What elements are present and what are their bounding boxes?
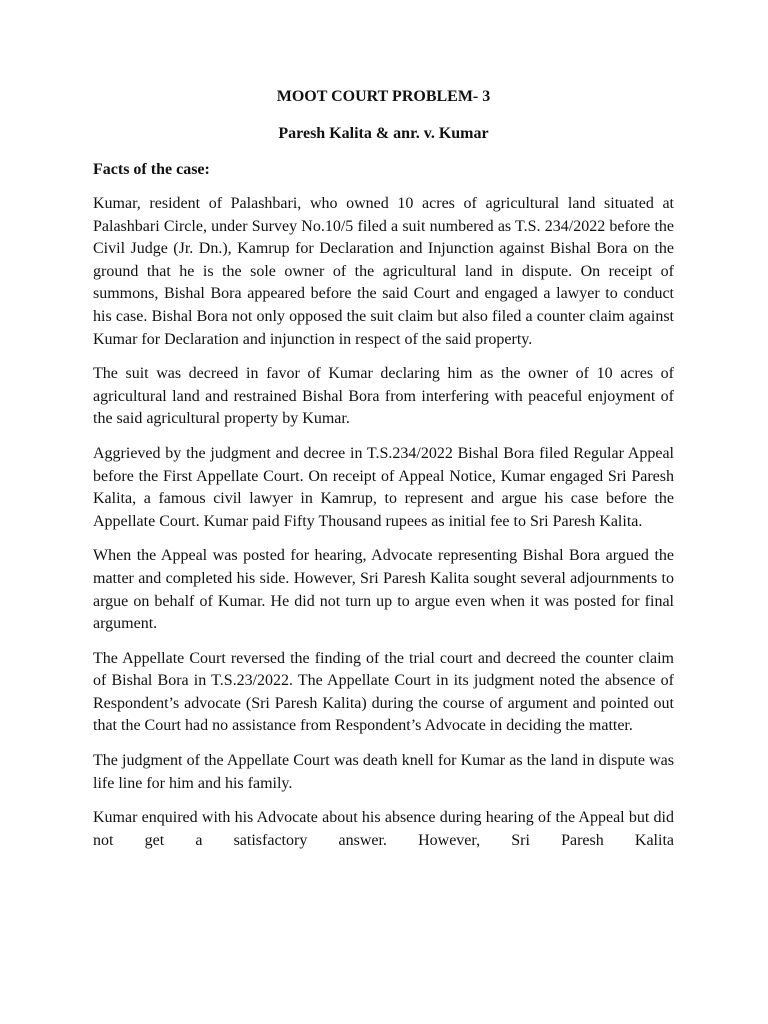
document-body xyxy=(93,86,674,852)
paragraph-1: Kumar, resident of Palashbari, who owned 10 acres of agricultural land situated at Palashbari Circle, under Survey No.10/5 filed a suit numbered as T.S. 234/2022 before the Civil Judge (Jr. Dn.), Kamrup for Declaration and Injunction against Bishal Bora on the ground that he is the sole owner of the agricultural land in dispute. On receipt of summons, Bishal Bora appeared before the said Court and engaged a lawyer to conduct his case. Bishal Bora not only opposed the suit claim but also filed a counter claim against Kumar for Declaration and injunction in respect of the said property. xyxy=(93,195,674,348)
paragraph-2: The suit was decreed in favor of Kumar declaring him as the owner of 10 acres of agricultural land and restrained Bishal Bora from interfering with peaceful enjoyment of the said agricultural property by Kumar. xyxy=(93,365,674,428)
paragraph-6: The judgment of the Appellate Court was death knell for Kumar as the land in dispute was life line for him and his family. xyxy=(93,752,674,792)
paragraph-7: Kumar enquired with his Advocate about his absence during hearing of the Appeal but did not get a satisfactory answer. However, Sri Paresh Kalita xyxy=(93,809,674,849)
case-name: Paresh Kalita & anr. v. Kumar xyxy=(278,125,489,142)
paragraph-4: When the Appeal was posted for hearing, Advocate representing Bishal Bora argued the matter and completed his side. However, Sri Paresh Kalita sought several adjournments to argue on behalf of Kumar. He did not turn up to argue even when it was posted for final argument. xyxy=(93,547,674,633)
document-title: MOOT COURT PROBLEM- 3 xyxy=(276,88,491,105)
paragraph-3: Aggrieved by the judgment and decree in T.S.234/2022 Bishal Bora filed Regular Appeal before the First Appellate Court. On receipt of Appeal Notice, Kumar engaged Sri Paresh Kalita, a famous civil lawyer in Kamrup, to represent and argue his case before the Appellate Court. Kumar paid Fifty Thousand rupees as initial fee to Sri Paresh Kalita. xyxy=(93,444,674,530)
paragraph-5: The Appellate Court reversed the finding of the trial court and decreed the counter claim of Bishal Bora in T.S.23/2022. The Appellate Court in its judgment noted the absence of Respondent’s advocate (Sri Paresh Kalita) during the course of argument and pointed out that the Court had no assistance from Respondent’s Advocate in deciding the matter. xyxy=(93,649,674,735)
section-heading: Facts of the case: xyxy=(93,161,210,178)
